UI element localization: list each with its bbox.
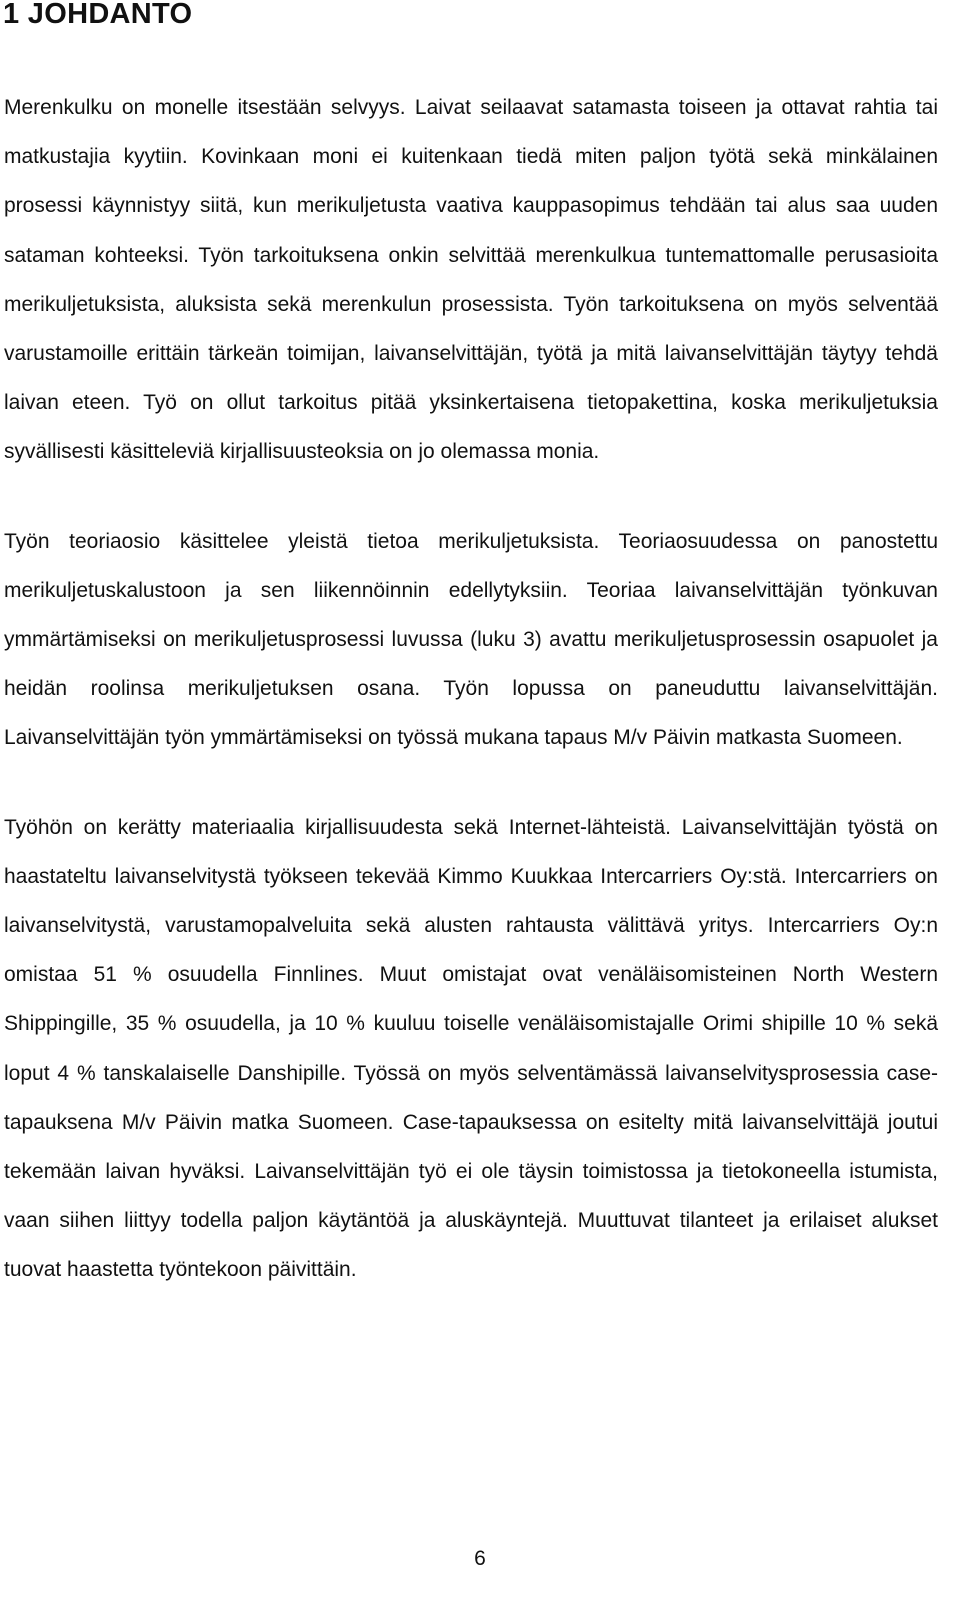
chapter-heading: 1 JOHDANTO [3,0,193,30]
body-text [4,83,938,1295]
paragraph-theory-section: Työn teoriaosio käsittelee yleistä tietoa merikuljetuksista. Teoriaosuudessa on panostettu merikuljetuskalustoon ja sen liikennöinnin edellytyksiin. Teoriaa laivanselvittäjän työnkuvan ymmärtämiseksi on merikuljetusprosessi luvussa (luku 3) avattu merikuljetusprosessin osapuolet ja heidän roolinsa merikuljetuksen osana. Työn lopussa on paneuduttu laivanselvittäjän. Laivanselvittäjän työn ymmärtämiseksi on työssä mukana tapaus M/v Päivin matkasta Suomeen. [4,529,938,750]
page-number: 6 [474,1547,486,1570]
paragraph-sources: Työhön on kerätty materiaalia kirjallisuudesta sekä Internet-lähteistä. Laivanselvittäjän työstä on haastateltu laivanselvitystä työkseen tekevää Kimmo Kuukkaa Intercarriers Oy:stä. Intercarriers on laivanselvitystä, varustamopalveluita sekä alusten rahtausta välittävä yritys. Intercarriers Oy:n omistaa 51 % osuudella Finnlines. Muut omistajat ovat venäläisomisteinen North Western Shippingille, 35 % osuudella, ja 10 % kuuluu toiselle venäläisomistajalle Orimi shipille 10 % sekä loput 4 % tanskalaiselle Danshipille. Työssä on myös selventämässä laivanselvitysprosessia case-tapauksena M/v Päivin matka Suomeen. Case-tapauksessa on esitelty mitä laivanselvittäjä joutui tekemään laivan hyväksi. Laivanselvittäjän työ ei ole täysin toimistossa ja tietokoneella istumista, vaan siihen liittyy todella paljon käytäntöä ja aluskäyntejä. Muuttuvat tilanteet ja erilaiset alukset tuovat haastetta työntekoon päivittäin. [4,815,938,1282]
paragraph-introduction: Merenkulku on monelle itsestään selvyys. Laivat seilaavat satamasta toiseen ja ottavat rahtia tai matkustajia kyytiin. Kovinkaan moni ei kuitenkaan tiedä miten paljon työtä sekä minkälainen prosessi käynnistyy siitä, kun merikuljetusta vaativa kauppasopimus tehdään tai alus saa uuden sataman kohteeksi. Työn tarkoituksena onkin selvittää merenkulkua tuntemattomalle perusasioita merikuljetuksista, aluksista sekä merenkulun prosessista. Työn tarkoituksena on myös selventää varustamoille erittäin tärkeän toimijan, laivanselvittäjän, työtä ja mitä laivanselvittäjän täytyy tehdä laivan eteen. Työ on ollut tarkoitus pitää yksinkertaisena tietopakettina, koska merikuljetuksia syvällisesti käsitteleviä kirjallisuusteoksia on jo olemassa monia. [4,96,938,464]
